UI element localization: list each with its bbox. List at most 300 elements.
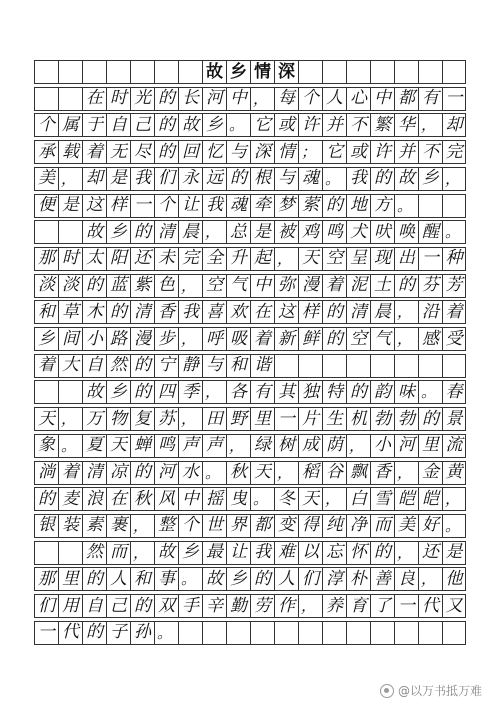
grid-cell: ， xyxy=(418,567,442,591)
grid-cell: 中 xyxy=(250,274,274,298)
grid-cell: ， xyxy=(202,380,226,404)
grid-cell: 双 xyxy=(154,594,178,618)
title-character: 深 xyxy=(274,60,298,84)
grid-cell: 着 xyxy=(82,140,106,164)
grid-cell: 。 xyxy=(250,487,274,511)
grid-cell: 的 xyxy=(322,194,346,218)
grid-cell: 我 xyxy=(202,194,226,218)
essay-grid-paper xyxy=(34,60,466,648)
grid-cell: 自 xyxy=(82,354,106,378)
grid-cell: 却 xyxy=(442,113,466,137)
grid-cell: 自 xyxy=(106,113,130,137)
grid-cell: 并 xyxy=(394,140,418,164)
grid-cell: ， xyxy=(346,434,370,458)
grid-cell: 而 xyxy=(370,514,394,538)
grid-cell: 了 xyxy=(370,594,394,618)
grid-cell: 在 xyxy=(82,87,106,111)
grid-cell: 并 xyxy=(322,113,346,137)
grid-cell xyxy=(58,60,82,84)
grid-cell: 风 xyxy=(154,487,178,511)
grid-cell: 难 xyxy=(274,541,298,565)
grid-cell xyxy=(34,220,58,244)
grid-cell: 吸 xyxy=(226,327,250,351)
grid-cell xyxy=(58,541,82,565)
grid-cell: 让 xyxy=(178,194,202,218)
grid-cell: 。 xyxy=(226,113,250,137)
grid-cell: ， xyxy=(322,487,346,511)
grid-cell: 的 xyxy=(130,354,154,378)
grid-cell: 界 xyxy=(226,514,250,538)
grid-cell: 繁 xyxy=(370,113,394,137)
grid-cell: 着 xyxy=(250,327,274,351)
grid-cell: 子 xyxy=(106,621,130,645)
grid-cell: 或 xyxy=(274,113,298,137)
grid-cell: 气 xyxy=(226,274,250,298)
grid-cell: 小 xyxy=(82,327,106,351)
grid-cell: 里 xyxy=(250,407,274,431)
grid-cell: 。 xyxy=(418,380,442,404)
grid-cell: 阳 xyxy=(106,247,130,271)
grid-cell xyxy=(394,621,418,645)
grid-cell: 的 xyxy=(130,220,154,244)
grid-cell: 土 xyxy=(370,274,394,298)
grid-cell: 作 xyxy=(274,594,298,618)
grid-cell xyxy=(34,60,58,84)
grid-cell: 手 xyxy=(178,594,202,618)
grid-cell: 情 xyxy=(274,140,298,164)
grid-cell: 声 xyxy=(202,434,226,458)
grid-cell: 天 xyxy=(298,247,322,271)
grid-cell: 与 xyxy=(226,140,250,164)
grid-cell: 现 xyxy=(370,247,394,271)
grid-cell: 秋 xyxy=(226,461,250,485)
grid-cell: 远 xyxy=(202,167,226,191)
grid-cell: 。 xyxy=(322,167,346,191)
grid-cell: 与 xyxy=(202,354,226,378)
grid-cell: 是 xyxy=(106,167,130,191)
grid-cell xyxy=(370,621,394,645)
grid-row xyxy=(34,113,466,137)
grid-cell: 一 xyxy=(274,407,298,431)
grid-cell: 步 xyxy=(154,327,178,351)
grid-cell: 一 xyxy=(394,594,418,618)
grid-cell: 鸣 xyxy=(154,434,178,458)
grid-cell: 的 xyxy=(250,567,274,591)
grid-cell: 晨 xyxy=(178,220,202,244)
grid-cell: 故 xyxy=(82,220,106,244)
grid-cell: 大 xyxy=(58,354,82,378)
grid-cell: 人 xyxy=(106,567,130,591)
grid-cell: 感 xyxy=(418,327,442,351)
grid-cell xyxy=(34,87,58,111)
grid-cell xyxy=(442,621,466,645)
grid-cell: 种 xyxy=(442,247,466,271)
grid-cell xyxy=(346,60,370,84)
grid-cell: 整 xyxy=(154,514,178,538)
grid-cell: 不 xyxy=(346,113,370,137)
grid-cell: 凉 xyxy=(106,461,130,485)
grid-cell: 总 xyxy=(226,220,250,244)
grid-cell: 清 xyxy=(154,220,178,244)
grid-cell: ， xyxy=(394,300,418,324)
grid-cell: 晨 xyxy=(370,300,394,324)
grid-cell: 用 xyxy=(58,594,82,618)
grid-cell: 飘 xyxy=(346,461,370,485)
grid-cell: 便 xyxy=(34,194,58,218)
grid-cell: 间 xyxy=(58,327,82,351)
grid-cell: 这 xyxy=(274,300,298,324)
grid-cell: 勤 xyxy=(226,594,250,618)
grid-cell: 纯 xyxy=(322,514,346,538)
grid-cell: 泥 xyxy=(346,274,370,298)
grid-cell: 是 xyxy=(442,541,466,565)
grid-cell xyxy=(442,60,466,84)
title-row xyxy=(34,60,466,84)
grid-cell: 金 xyxy=(418,461,442,485)
grid-cell: 代 xyxy=(418,594,442,618)
grid-cell: ， xyxy=(178,327,202,351)
grid-cell: 吠 xyxy=(370,220,394,244)
grid-cell: 好 xyxy=(418,514,442,538)
grid-cell: 有 xyxy=(418,87,442,111)
grid-cell: 清 xyxy=(346,300,370,324)
grid-cell: 世 xyxy=(202,514,226,538)
grid-cell: 乡 xyxy=(106,380,130,404)
grid-cell: 。 xyxy=(394,194,418,218)
grid-cell: 流 xyxy=(442,434,466,458)
grid-row xyxy=(34,354,466,378)
grid-cell: 乡 xyxy=(418,167,442,191)
grid-cell: 无 xyxy=(106,140,130,164)
grid-cell: 沿 xyxy=(418,300,442,324)
grid-cell: 们 xyxy=(154,167,178,191)
grid-cell: 象 xyxy=(34,434,58,458)
grid-cell: 醒 xyxy=(418,220,442,244)
grid-cell: 萦 xyxy=(298,194,322,218)
grid-cell: 却 xyxy=(82,167,106,191)
grid-cell: 淡 xyxy=(34,274,58,298)
grid-cell: 太 xyxy=(82,247,106,271)
grid-cell: 回 xyxy=(178,140,202,164)
grid-cell: 良 xyxy=(394,567,418,591)
grid-cell: 夏 xyxy=(82,434,106,458)
grid-cell xyxy=(442,194,466,218)
grid-cell xyxy=(298,354,322,378)
grid-cell: 美 xyxy=(394,514,418,538)
grid-cell: 鸡 xyxy=(298,220,322,244)
grid-cell xyxy=(202,621,226,645)
grid-row xyxy=(34,594,466,618)
grid-cell: 的 xyxy=(154,140,178,164)
grid-cell: 蓝 xyxy=(106,274,130,298)
grid-cell: 的 xyxy=(370,167,394,191)
grid-row xyxy=(34,407,466,431)
grid-cell: 裹 xyxy=(106,514,130,538)
grid-cell: 在 xyxy=(106,487,130,511)
grid-cell: 漫 xyxy=(130,327,154,351)
grid-cell xyxy=(178,60,202,84)
grid-cell xyxy=(442,354,466,378)
grid-row xyxy=(34,274,466,298)
grid-cell: 每 xyxy=(274,87,298,111)
grid-cell: 气 xyxy=(370,327,394,351)
grid-row xyxy=(34,300,466,324)
grid-cell xyxy=(418,194,442,218)
grid-cell: 欢 xyxy=(226,300,250,324)
grid-cell: ； xyxy=(298,140,322,164)
grid-cell: 或 xyxy=(346,140,370,164)
grid-cell: 冬 xyxy=(274,487,298,511)
grid-cell: 喜 xyxy=(202,300,226,324)
grid-cell: 声 xyxy=(178,434,202,458)
grid-cell: 一 xyxy=(418,247,442,271)
grid-cell: 和 xyxy=(130,567,154,591)
grid-row xyxy=(34,487,466,511)
grid-cell xyxy=(322,354,346,378)
grid-cell: ， xyxy=(298,594,322,618)
grid-cell xyxy=(322,60,346,84)
grid-cell: 华 xyxy=(394,113,418,137)
grid-cell: 朴 xyxy=(346,567,370,591)
grid-cell: 装 xyxy=(58,514,82,538)
grid-cell: 清 xyxy=(82,461,106,485)
grid-cell: 色 xyxy=(154,274,178,298)
grid-row xyxy=(34,434,466,458)
grid-cell xyxy=(274,621,298,645)
grid-cell xyxy=(322,621,346,645)
grid-cell xyxy=(370,60,394,84)
grid-cell: 浪 xyxy=(82,487,106,511)
grid-cell: 各 xyxy=(226,380,250,404)
grid-cell: 属 xyxy=(58,113,82,137)
grid-cell: ， xyxy=(226,434,250,458)
grid-cell xyxy=(250,621,274,645)
grid-cell: 故 xyxy=(178,113,202,137)
grid-cell: 一 xyxy=(130,194,154,218)
grid-cell: 着 xyxy=(442,300,466,324)
grid-cell: 谐 xyxy=(250,354,274,378)
grid-cell: 还 xyxy=(130,247,154,271)
grid-cell: 的 xyxy=(346,380,370,404)
grid-cell: ， xyxy=(442,487,466,511)
grid-cell: 白 xyxy=(346,487,370,511)
grid-cell: 秋 xyxy=(130,487,154,511)
grid-cell xyxy=(346,621,370,645)
grid-cell: 们 xyxy=(298,567,322,591)
grid-cell: 春 xyxy=(442,380,466,404)
grid-cell: 又 xyxy=(442,594,466,618)
grid-cell: 劳 xyxy=(250,594,274,618)
grid-cell: 淌 xyxy=(34,461,58,485)
grid-cell: 心 xyxy=(346,87,370,111)
grid-cell: 空 xyxy=(346,327,370,351)
grid-cell xyxy=(370,354,394,378)
grid-cell xyxy=(346,354,370,378)
grid-cell: ， xyxy=(274,461,298,485)
grid-cell: ， xyxy=(202,220,226,244)
grid-cell xyxy=(130,60,154,84)
grid-cell: 不 xyxy=(418,140,442,164)
grid-cell: 都 xyxy=(250,514,274,538)
grid-cell: 。 xyxy=(442,220,466,244)
grid-cell: 曳 xyxy=(226,487,250,511)
grid-cell: 片 xyxy=(298,407,322,431)
grid-cell xyxy=(418,621,442,645)
grid-cell xyxy=(82,60,106,84)
grid-cell: 乡 xyxy=(106,220,130,244)
grid-cell: 样 xyxy=(106,194,130,218)
grid-cell: 生 xyxy=(322,407,346,431)
grid-cell xyxy=(58,87,82,111)
grid-row xyxy=(34,380,466,404)
grid-cell: 芳 xyxy=(442,274,466,298)
grid-cell xyxy=(58,380,82,404)
grid-cell: 的 xyxy=(370,541,394,565)
grid-row xyxy=(34,621,466,645)
watermark-text: @以万书抵万难 xyxy=(397,684,482,698)
grid-cell: 木 xyxy=(82,300,106,324)
grid-cell: 许 xyxy=(298,113,322,137)
grid-cell: 以 xyxy=(298,541,322,565)
grid-cell: 时 xyxy=(58,247,82,271)
grid-cell: 机 xyxy=(346,407,370,431)
grid-cell: 在 xyxy=(250,300,274,324)
grid-cell: 景 xyxy=(442,407,466,431)
grid-cell: 的 xyxy=(154,87,178,111)
grid-cell: ， xyxy=(130,514,154,538)
grid-cell: 一 xyxy=(442,87,466,111)
grid-cell: 季 xyxy=(178,380,202,404)
grid-cell: 方 xyxy=(370,194,394,218)
grid-cell: 河 xyxy=(202,87,226,111)
grid-cell: 万 xyxy=(82,407,106,431)
grid-cell: 个 xyxy=(154,194,178,218)
grid-cell: 香 xyxy=(154,300,178,324)
grid-cell: 的 xyxy=(82,567,106,591)
grid-cell: 光 xyxy=(130,87,154,111)
grid-cell: 承 xyxy=(34,140,58,164)
grid-cell: 空 xyxy=(202,274,226,298)
grid-cell: 。 xyxy=(154,621,178,645)
grid-cell: 鲜 xyxy=(298,327,322,351)
title-character: 乡 xyxy=(226,60,250,84)
grid-cell: 己 xyxy=(130,113,154,137)
grid-cell: 的 xyxy=(130,594,154,618)
grid-cell: 紫 xyxy=(130,274,154,298)
grid-cell: 与 xyxy=(274,167,298,191)
grid-cell: 中 xyxy=(178,487,202,511)
grid-cell: 漫 xyxy=(298,274,322,298)
grid-cell: 深 xyxy=(250,140,274,164)
grid-cell: 个 xyxy=(298,87,322,111)
grid-cell: 中 xyxy=(226,87,250,111)
watermark xyxy=(380,682,482,699)
grid-cell: 皑 xyxy=(394,487,418,511)
grid-cell: ， xyxy=(58,407,82,431)
grid-cell: 的 xyxy=(82,621,106,645)
grid-cell: 故 xyxy=(394,167,418,191)
grid-cell: 里 xyxy=(418,434,442,458)
grid-cell: ， xyxy=(274,247,298,271)
grid-cell: 。 xyxy=(202,461,226,485)
grid-cell: 唤 xyxy=(394,220,418,244)
grid-cell: 银 xyxy=(34,514,58,538)
grid-cell: 成 xyxy=(298,434,322,458)
grid-cell: 味 xyxy=(394,380,418,404)
grid-cell: 谷 xyxy=(322,461,346,485)
grid-cell: 他 xyxy=(442,567,466,591)
grid-cell: 鸣 xyxy=(322,220,346,244)
grid-cell: 淡 xyxy=(58,274,82,298)
grid-cell: 天 xyxy=(298,487,322,511)
grid-cell: 我 xyxy=(250,541,274,565)
grid-cell xyxy=(106,60,130,84)
grid-cell: 时 xyxy=(106,87,130,111)
grid-cell: 。 xyxy=(58,434,82,458)
grid-cell: 乡 xyxy=(226,567,250,591)
grid-cell: 的 xyxy=(418,407,442,431)
grid-cell: 而 xyxy=(106,541,130,565)
grid-cell: 四 xyxy=(154,380,178,404)
grid-cell: 自 xyxy=(82,594,106,618)
grid-cell xyxy=(226,621,250,645)
grid-cell: 宁 xyxy=(154,354,178,378)
grid-cell: 香 xyxy=(370,461,394,485)
grid-cell: 于 xyxy=(82,113,106,137)
grid-cell: 独 xyxy=(298,380,322,404)
grid-cell: ， xyxy=(178,407,202,431)
grid-cell: 。 xyxy=(178,567,202,591)
grid-row xyxy=(34,194,466,218)
title-character: 情 xyxy=(250,60,274,84)
grid-cell: 变 xyxy=(274,514,298,538)
grid-cell: 着 xyxy=(58,461,82,485)
grid-cell: 野 xyxy=(226,407,250,431)
grid-cell: 故 xyxy=(154,541,178,565)
grid-cell: 乡 xyxy=(202,113,226,137)
grid-cell: 人 xyxy=(322,87,346,111)
grid-cell: 净 xyxy=(346,514,370,538)
grid-cell: 长 xyxy=(178,87,202,111)
grid-row xyxy=(34,140,466,164)
grid-cell: 是 xyxy=(250,220,274,244)
grid-cell: 的 xyxy=(322,300,346,324)
grid-cell: 。 xyxy=(442,514,466,538)
grid-cell: 的 xyxy=(34,487,58,511)
grid-cell: 草 xyxy=(58,300,82,324)
grid-cell: ， xyxy=(394,327,418,351)
grid-cell: 天 xyxy=(106,434,130,458)
grid-cell: 的 xyxy=(106,300,130,324)
grid-cell: 己 xyxy=(106,594,130,618)
grid-cell: 那 xyxy=(34,567,58,591)
grid-cell: ， xyxy=(250,87,274,111)
grid-cell: 素 xyxy=(82,514,106,538)
grid-cell: 河 xyxy=(394,434,418,458)
grid-cell: 路 xyxy=(106,327,130,351)
grid-cell: 个 xyxy=(34,113,58,137)
grid-cell: 的 xyxy=(226,167,250,191)
grid-cell xyxy=(34,380,58,404)
grid-cell: 的 xyxy=(82,274,106,298)
grid-cell: 完 xyxy=(178,247,202,271)
grid-cell: 静 xyxy=(178,354,202,378)
grid-cell: 事 xyxy=(154,567,178,591)
grid-row xyxy=(34,327,466,351)
grid-cell: 小 xyxy=(370,434,394,458)
grid-cell: 那 xyxy=(34,247,58,271)
grid-cell: 未 xyxy=(154,247,178,271)
